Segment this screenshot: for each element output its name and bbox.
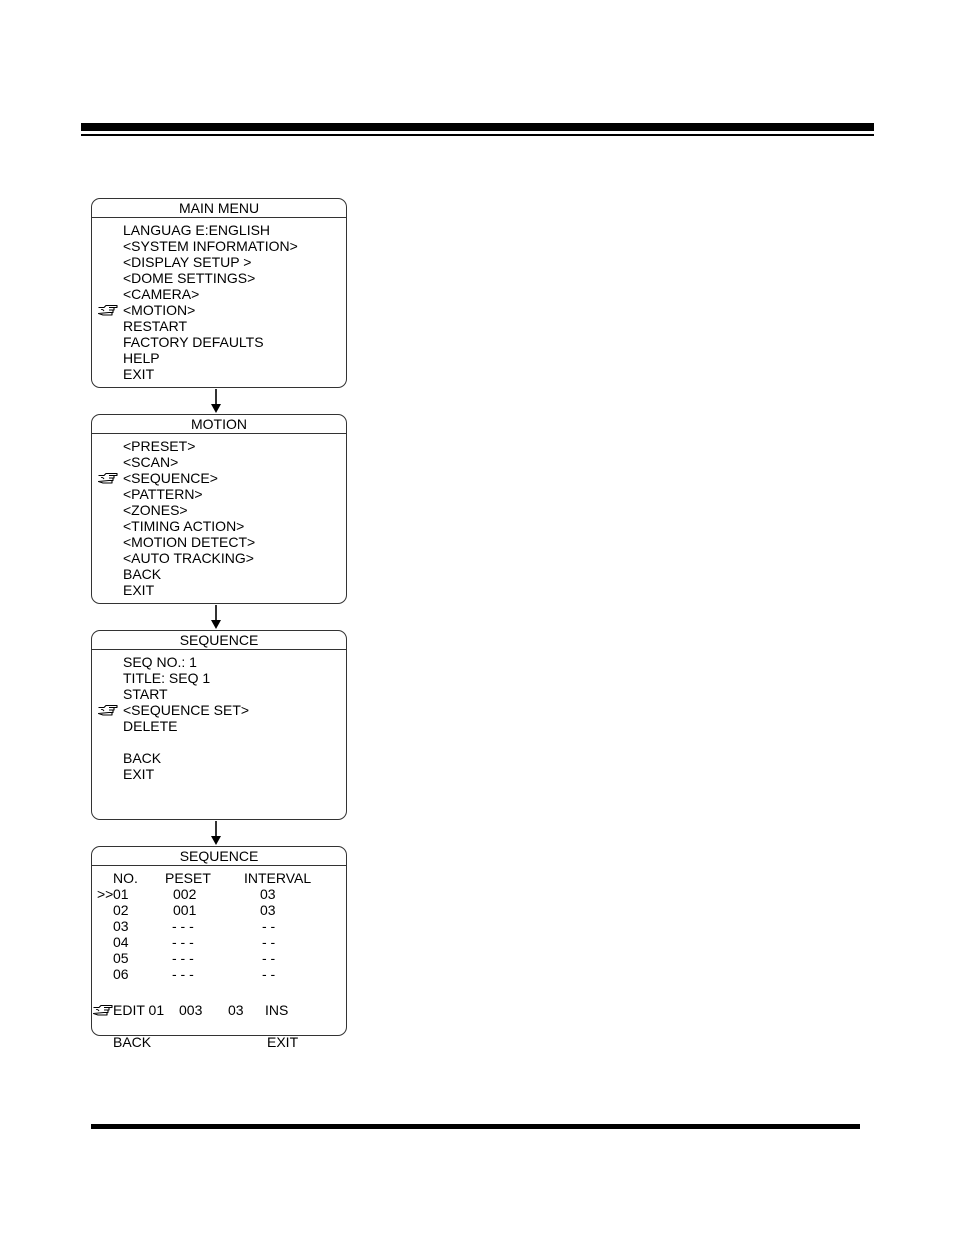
sequence-menu-title: SEQUENCE <box>92 631 346 650</box>
row-interval: - - <box>262 950 276 966</box>
main-menu-panel <box>91 198 347 388</box>
sequence-set-title: SEQUENCE <box>92 847 346 866</box>
sequence-menu-item-start[interactable]: START <box>123 686 168 702</box>
column-header-no: NO. <box>113 870 138 886</box>
main-menu-item-exit[interactable]: EXIT <box>123 366 155 382</box>
row-preset: - - - <box>172 934 194 950</box>
row-preset: - - - <box>172 950 194 966</box>
edit-preset[interactable]: 003 <box>179 1002 203 1018</box>
motion-menu-item-scan[interactable]: <SCAN> <box>123 454 179 470</box>
row-interval: - - <box>262 934 276 950</box>
footer-rule <box>91 1124 860 1129</box>
exit-button[interactable]: EXIT <box>267 1034 299 1050</box>
main-menu-item-help[interactable]: HELP <box>123 350 160 366</box>
motion-menu-item-motion-detect[interactable]: <MOTION DETECT> <box>123 534 256 550</box>
row-preset: - - - <box>172 918 194 934</box>
sequence-menu-item-title-seq-1[interactable]: TITLE: SEQ 1 <box>123 670 211 686</box>
motion-menu-item-sequence[interactable]: <SEQUENCE> <box>123 470 218 486</box>
row-no: 05 <box>113 950 129 966</box>
row-no: 02 <box>113 902 129 918</box>
sequence-menu-panel <box>91 630 347 820</box>
motion-menu-panel <box>91 414 347 604</box>
pointing-hand-icon <box>97 302 119 318</box>
sequence-menu-item-delete[interactable]: DELETE <box>123 718 178 734</box>
header-rule-thin <box>81 134 874 136</box>
main-menu-item-factory-defaults[interactable]: FACTORY DEFAULTS <box>123 334 264 350</box>
insert-button[interactable]: INS <box>265 1002 289 1018</box>
edit-interval[interactable]: 03 <box>228 1002 244 1018</box>
edit-label: EDIT 01 <box>113 1002 165 1018</box>
motion-menu-item-auto-tracking[interactable]: <AUTO TRACKING> <box>123 550 254 566</box>
row-interval: - - <box>262 966 276 982</box>
row-no: 04 <box>113 934 129 950</box>
motion-menu-item-timing-action[interactable]: <TIMING ACTION> <box>123 518 245 534</box>
main-menu-item-dome-settings[interactable]: <DOME SETTINGS> <box>123 270 256 286</box>
row-marker: >> <box>97 886 114 902</box>
row-no: 06 <box>113 966 129 982</box>
main-menu-item-languag-e-english[interactable]: LANGUAG E:ENGLISH <box>123 222 271 238</box>
main-menu-item-motion[interactable]: <MOTION> <box>123 302 196 318</box>
row-interval: - - <box>262 918 276 934</box>
main-menu-item-restart[interactable]: RESTART <box>123 318 188 334</box>
row-preset: - - - <box>172 966 194 982</box>
pointing-hand-icon <box>97 702 119 718</box>
sequence-menu-item-back[interactable]: BACK <box>123 750 162 766</box>
row-no: 01 <box>113 886 129 902</box>
back-button[interactable]: BACK <box>113 1034 152 1050</box>
down-arrow-icon <box>207 389 225 414</box>
row-interval: 03 <box>260 902 276 918</box>
row-no: 03 <box>113 918 129 934</box>
sequence-menu-item-exit[interactable]: EXIT <box>123 766 155 782</box>
sequence-set-panel <box>91 846 347 1050</box>
main-menu-item-display-setup[interactable]: <DISPLAY SETUP > <box>123 254 252 270</box>
motion-menu-item-pattern[interactable]: <PATTERN> <box>123 486 203 502</box>
main-menu-item-system-information[interactable]: <SYSTEM INFORMATION> <box>123 238 298 254</box>
down-arrow-icon <box>207 821 225 846</box>
main-menu-title: MAIN MENU <box>92 199 346 218</box>
column-header-preset: PESET <box>165 870 211 886</box>
row-preset: 002 <box>173 886 197 902</box>
motion-menu-item-preset[interactable]: <PRESET> <box>123 438 196 454</box>
row-interval: 03 <box>260 886 276 902</box>
pointing-hand-icon <box>92 1002 114 1018</box>
header-rule-thick <box>81 123 874 131</box>
pointing-hand-icon <box>97 470 119 486</box>
motion-menu-item-exit[interactable]: EXIT <box>123 582 155 598</box>
sequence-menu-item-seq-no-1[interactable]: SEQ NO.: 1 <box>123 654 197 670</box>
main-menu-item-camera[interactable]: <CAMERA> <box>123 286 200 302</box>
column-header-interval: INTERVAL <box>244 870 312 886</box>
row-preset: 001 <box>173 902 197 918</box>
sequence-menu-item-sequence-set[interactable]: <SEQUENCE SET> <box>123 702 250 718</box>
motion-menu-item-zones[interactable]: <ZONES> <box>123 502 188 518</box>
down-arrow-icon <box>207 605 225 630</box>
motion-menu-item-back[interactable]: BACK <box>123 566 162 582</box>
motion-menu-title: MOTION <box>92 415 346 434</box>
